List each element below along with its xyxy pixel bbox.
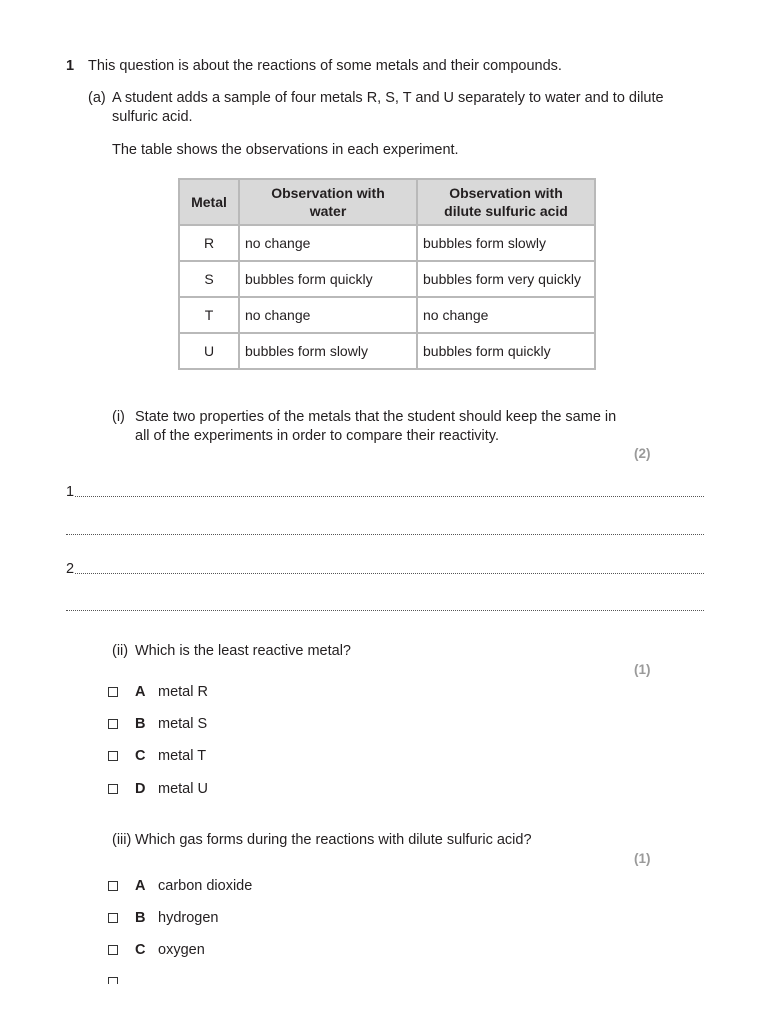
checkbox-option-c[interactable] — [108, 945, 118, 955]
checkbox-option-b[interactable] — [108, 913, 118, 923]
option-text: metal S — [158, 716, 208, 732]
part-i-line1: State two properties of the metals that the student should keep the same in — [135, 409, 617, 425]
checkbox-option-c[interactable] — [108, 751, 118, 761]
option-text: carbon dioxide — [158, 878, 253, 894]
cell-metal: U — [179, 333, 239, 369]
header-acid-line2: dilute sulfuric acid — [444, 203, 568, 219]
header-water-line1: Observation with — [271, 185, 385, 201]
part-i-marks: (2) — [634, 446, 651, 461]
question-intro: This question is about the reactions of some metals and their compounds. — [88, 58, 562, 74]
answer-line-2b[interactable] — [66, 610, 704, 611]
cell-acid: no change — [417, 297, 595, 333]
cell-metal: S — [179, 261, 239, 297]
option-text: metal R — [158, 684, 208, 700]
answer-line-1a[interactable] — [75, 496, 704, 497]
option-text: metal U — [158, 781, 208, 797]
checkbox-option-d[interactable] — [108, 784, 118, 794]
answer-label-1: 1 — [66, 484, 75, 500]
header-acid — [417, 179, 595, 225]
checkbox-option-a[interactable] — [108, 687, 118, 697]
part-i-label: (i) — [112, 409, 125, 425]
option-letter: C — [135, 748, 146, 764]
table-row — [179, 225, 595, 261]
cell-water: bubbles form quickly — [239, 261, 417, 297]
part-a-label: (a) — [88, 90, 106, 106]
part-ii-question: Which is the least reactive metal? — [135, 643, 351, 659]
cell-acid: bubbles form very quickly — [417, 261, 595, 297]
header-water — [239, 179, 417, 225]
table-intro: The table shows the observations in each experiment. — [112, 142, 459, 158]
cell-metal: T — [179, 297, 239, 333]
option-letter: D — [135, 781, 146, 797]
part-ii-label: (ii) — [112, 643, 129, 659]
question-number: 1 — [66, 58, 75, 74]
checkbox-option-partial[interactable] — [108, 977, 118, 984]
answer-label-2: 2 — [66, 561, 75, 577]
part-i-line2: all of the experiments in order to compare their reactivity. — [135, 428, 500, 444]
cell-water: no change — [239, 225, 417, 261]
checkbox-option-a[interactable] — [108, 881, 118, 891]
option-letter: A — [135, 878, 146, 894]
part-iii-question: Which gas forms during the reactions with dilute sulfuric acid? — [135, 832, 532, 848]
header-metal-text: Metal — [191, 194, 227, 210]
table-header-row — [179, 179, 595, 225]
option-text: oxygen — [158, 942, 205, 958]
part-a-line2: sulfuric acid. — [112, 109, 193, 125]
option-letter: A — [135, 684, 146, 700]
option-letter: B — [135, 910, 146, 926]
cell-water: bubbles form slowly — [239, 333, 417, 369]
option-text: metal T — [158, 748, 207, 764]
table-row — [179, 297, 595, 333]
header-water-line2: water — [309, 203, 347, 219]
answer-line-2a[interactable] — [75, 573, 704, 574]
option-text: hydrogen — [158, 910, 219, 926]
answer-line-1b[interactable] — [66, 534, 704, 535]
part-a-line1: A student adds a sample of four metals R, S, T and U separately to water and to dilute — [112, 90, 664, 106]
option-letter: B — [135, 716, 146, 732]
part-iii-label: (iii) — [112, 832, 132, 848]
cell-water: no change — [239, 297, 417, 333]
observation-table — [178, 178, 596, 370]
option-letter: C — [135, 942, 146, 958]
cell-metal: R — [179, 225, 239, 261]
header-metal — [179, 179, 239, 225]
table-row — [179, 261, 595, 297]
part-ii-marks: (1) — [634, 662, 651, 677]
part-iii-marks: (1) — [634, 851, 651, 866]
header-acid-line1: Observation with — [449, 185, 563, 201]
cell-acid: bubbles form quickly — [417, 333, 595, 369]
table-row — [179, 333, 595, 369]
checkbox-option-b[interactable] — [108, 719, 118, 729]
cell-acid: bubbles form slowly — [417, 225, 595, 261]
